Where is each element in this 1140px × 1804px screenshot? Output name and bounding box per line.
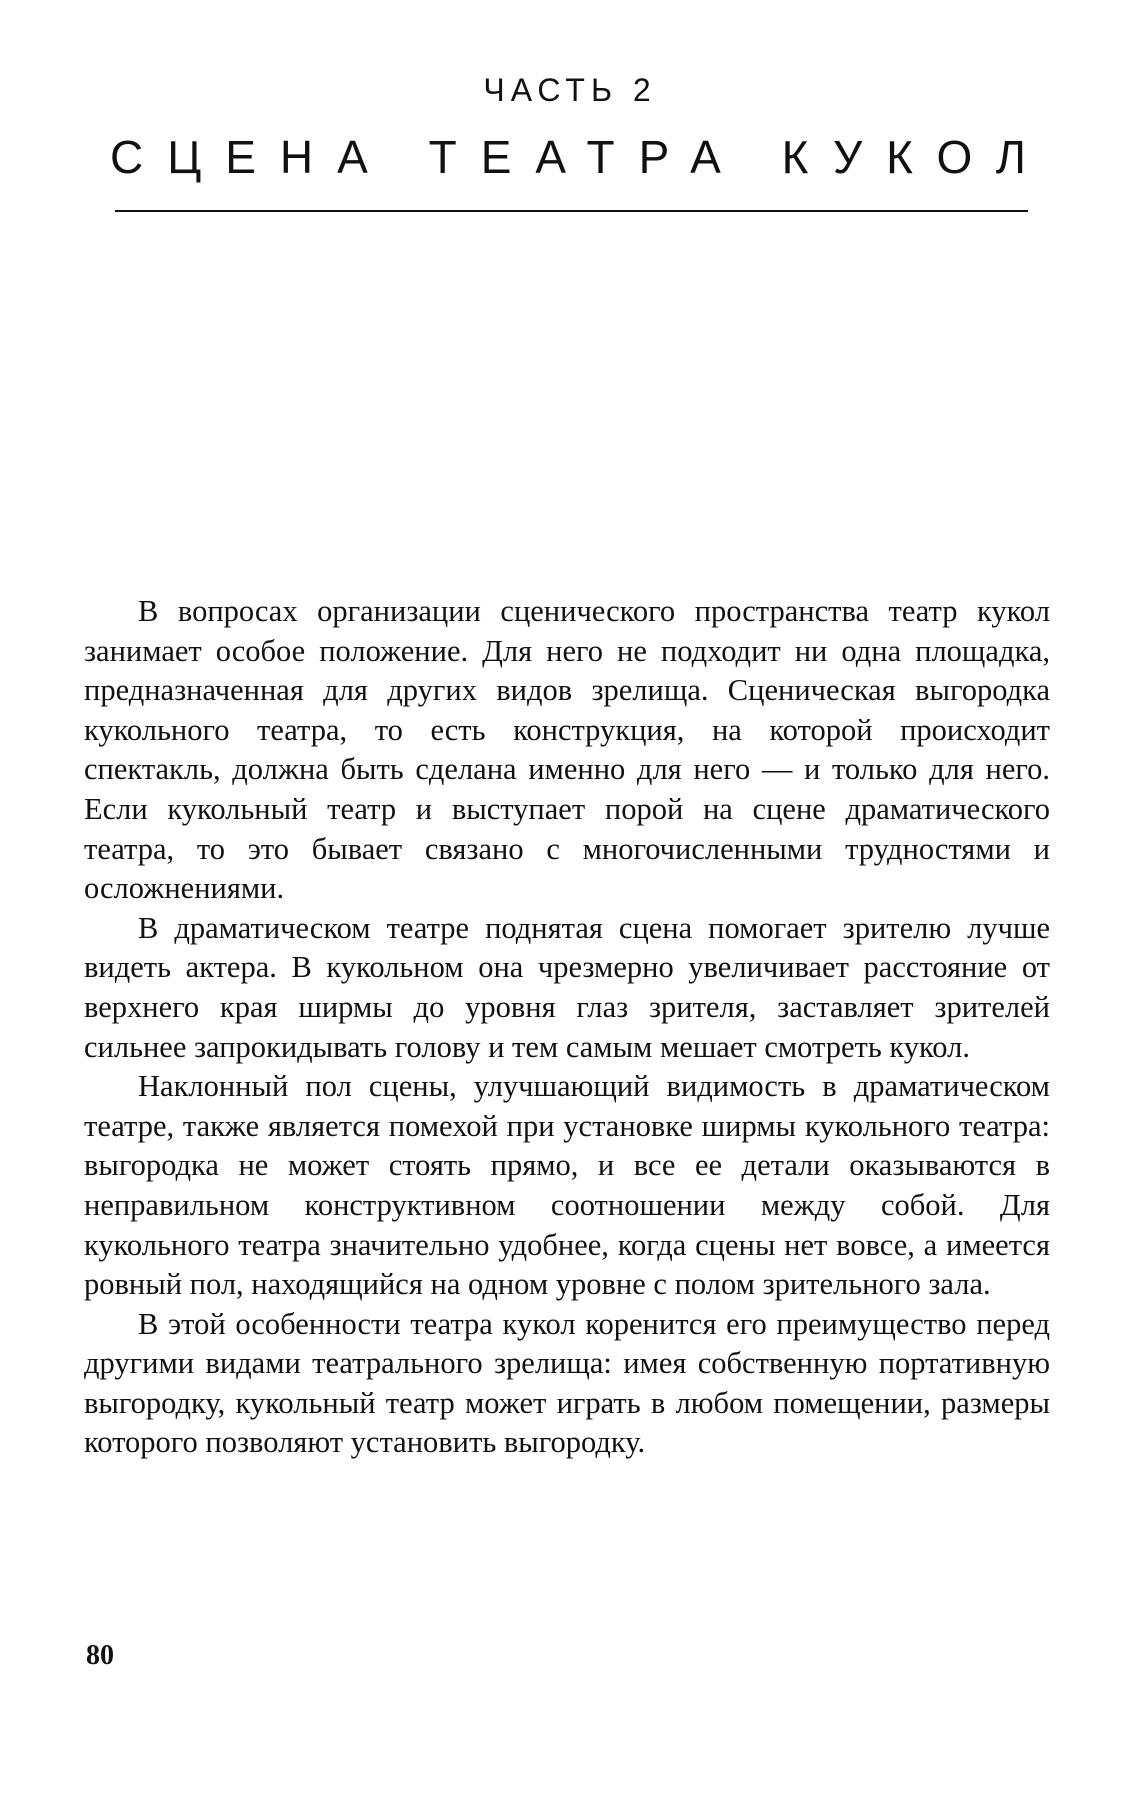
paragraph-4: В этой особенности театра кукол коренится его преимущество перед другими видами театрального зрелища: имея собственную портативную выгородку, кукольный театр может играть в любом помещении, размеры которого позволяют установить выгородку. — [84, 1306, 1050, 1460]
body-text — [84, 592, 1050, 1463]
paragraph-3: Наклонный пол сцены, улучшающий видимость в драматическом театре, также является помехой при установке ширмы кукольного театра: выгородка не может стоять прямо, и все ее детали оказываются в неправильном конструктивном соотношении между собой. Для кукольного театра значительно удобнее, когда сцены нет вовсе, а имеется ровный пол, находящийся на одном уровне с полом зрительного зала. — [84, 1069, 1050, 1302]
chapter-title: СЦЕНА ТЕАТРА КУКОЛ — [110, 131, 1050, 183]
paragraph-2: В драматическом театре поднятая сцена помогает зрителю лучше видеть актера. В кукольном она чрезмерно увеличивает расстояние от верхнего края ширмы до уровня глаз зрителя, заставляет зрителей сильнее запрокидывать голову и тем самым мешает смотреть кукол. — [84, 910, 1050, 1064]
title-divider — [115, 210, 1028, 212]
page-number: 80 — [86, 1640, 114, 1671]
paragraph-1: В вопросах организации сценического пространства театр кукол занимает особое положение. Для него не подходит ни одна площадка, предназначенная для других видов зрелища. Сценическая выгородка кукольного театра, то есть конструкция, на которой происходит спектакль, должна быть сделана именно для него — и только для него. Если кукольный театр и выступает порой на сцене драматического театра, то это бывает связано с многочисленными трудностями и осложнениями. — [84, 594, 1050, 906]
part-label: ЧАСТЬ 2 — [483, 72, 657, 108]
